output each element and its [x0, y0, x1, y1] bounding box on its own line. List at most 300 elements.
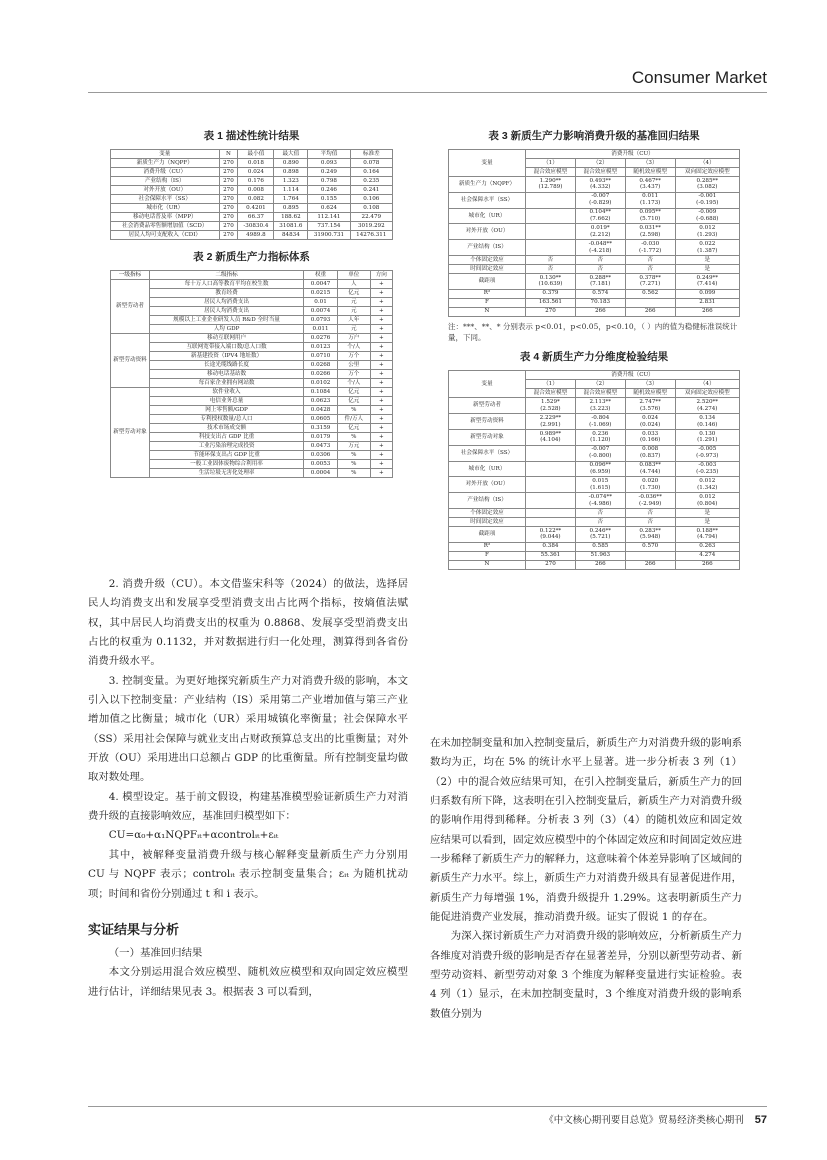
table-row: [449, 414, 740, 430]
table-cell: 0.188** (4.794): [675, 527, 739, 543]
table-cell: 270: [526, 307, 576, 316]
table-header-cell: 方向: [370, 271, 392, 280]
table-cell: 对外开放（OU）: [111, 186, 220, 195]
table-cell: 266: [675, 560, 739, 569]
table-cell: 公里: [337, 361, 370, 370]
table-cell: 否: [526, 265, 576, 274]
table-header-cell: 变量: [111, 150, 220, 159]
table-cell: 270: [219, 204, 238, 213]
table-cell: +: [370, 442, 392, 451]
table-cell: 0.083** (4.744): [625, 461, 675, 477]
row-label-cell: 产业结构（IS）: [449, 493, 526, 509]
table-cell: [526, 477, 576, 493]
empty-cell: [526, 240, 576, 256]
table-row: [111, 370, 393, 379]
row-label-cell: 个体固定效应: [449, 509, 526, 518]
table-row: [449, 256, 740, 265]
table-row: [111, 280, 393, 289]
table-cell: 0.104** (7.662): [575, 208, 625, 224]
paragraph: 2. 消费升级（CU）。本文借鉴宋科等（2024）的做法，选择居民人均消费支出和发展享受型消费支出占比两个指标，按熵值法赋权，其中居民人均消费支出的权重为 0.8868、发展享受型消费支出占比的权重为 0.1132，并对数据进行归一化处理，测算得到各省份消费升级水平。: [88, 578, 408, 668]
table-cell: 0.078: [350, 159, 392, 168]
table-cell: 0.0053: [304, 460, 338, 469]
table-cell: 0.130** (10.639): [526, 274, 576, 290]
table-cell: 163.561: [526, 298, 576, 307]
table-cell: -0.007 (-0.800): [575, 445, 625, 461]
table-cell: +: [370, 406, 392, 415]
page-footer: [0, 1112, 767, 1126]
table-cell: 0.012 (1.342): [675, 477, 739, 493]
table-header-cell: 随机效应模型: [625, 168, 675, 177]
table-cell: 居民人均消费支出: [150, 307, 304, 316]
table-cell: 0.898: [274, 168, 308, 177]
table-header-cell: （1）: [526, 159, 576, 168]
table-cell: 0.176: [238, 177, 274, 186]
group-label-cell: 新型劳动资料: [111, 334, 150, 388]
table-row: [449, 527, 740, 543]
table-cell: 0.890: [274, 159, 308, 168]
table-cell: 万个: [337, 370, 370, 379]
table-header-cell: 混合效应模型: [575, 389, 625, 398]
table1: [110, 149, 393, 240]
table-cell: 否: [575, 509, 625, 518]
table-row: [111, 325, 393, 334]
table-row: [449, 298, 740, 307]
table-row: [111, 442, 393, 451]
table-cell: 0.095** (5.710): [625, 208, 675, 224]
table-cell: +: [370, 370, 392, 379]
table-cell: 0.574: [575, 289, 625, 298]
table-cell: 人年: [337, 316, 370, 325]
table3: [448, 149, 740, 317]
table-cell: 51.963: [575, 551, 625, 560]
table-cell: 个/人: [337, 343, 370, 352]
table-cell: -0.009 (-0.688): [675, 208, 739, 224]
table-row: [449, 477, 740, 493]
table-row: [111, 334, 393, 343]
table-cell: 新基建投资（IPV4 地址数）: [150, 352, 304, 361]
table-header-cell: 标准差: [350, 150, 392, 159]
table-cell: +: [370, 334, 392, 343]
table-cell: 270: [219, 222, 238, 231]
paragraph: 3. 控制变量。为更好地探究新质生产力对消费升级的影响，本文引入以下控制变量：产业结构（IS）采用第二产业增加值与第三产业增加值之比衡量；城市化（UR）采用城镇化率衡量；社会保障水平（SS）采用社会保障与就业支出占财政预算总支出的比重衡量；对外开放（OU）采用进出口总额占 GDP 的比重衡量。所有控制变量均做取对数处理。: [88, 674, 408, 784]
journal-brand: Consumer Market: [631, 68, 767, 87]
table-cell: -0.804 (-1.069): [575, 414, 625, 430]
table-cell: 城市化（UR）: [111, 204, 220, 213]
table-cell: 1.114: [274, 186, 308, 195]
table-header-cell: 消费升级（CU）: [526, 371, 740, 380]
table-header-cell: 混合效应模型: [575, 168, 625, 177]
table-cell: 31081.6: [274, 222, 308, 231]
table-cell: +: [370, 361, 392, 370]
table-row: [111, 222, 393, 231]
table-row: [449, 518, 740, 527]
empty-cell: [526, 192, 576, 208]
table-cell: 0.0179: [304, 433, 338, 442]
row-label-cell: 对外开放（OU）: [449, 477, 526, 493]
table-cell: %: [337, 460, 370, 469]
table-row: [449, 177, 740, 193]
table-cell: +: [370, 379, 392, 388]
table-cell: +: [370, 280, 392, 289]
table-cell: %: [337, 433, 370, 442]
table-cell: 0.0074: [304, 307, 338, 316]
footer-rule: [88, 1106, 767, 1107]
table-row: [449, 445, 740, 461]
table-cell: 0.384: [526, 542, 576, 551]
table-cell: [526, 493, 576, 509]
table-cell: 0.1084: [304, 388, 338, 397]
table-cell: 84834: [274, 231, 308, 240]
table-header-cell: 随机效应模型: [625, 389, 675, 398]
table-cell: 0.249: [308, 168, 350, 177]
table-row: [449, 274, 740, 290]
row-label-cell: R²: [449, 542, 526, 551]
table-cell: -0.074** (-4.986): [575, 493, 625, 509]
table4-caption: 表 4 新质生产力分维度检验结果: [519, 351, 669, 364]
table-cell: 0.108: [350, 204, 392, 213]
table-cell: 270: [219, 195, 238, 204]
table-cell: 0.288** (7.181): [575, 274, 625, 290]
table-cell: 1.529* (2.528): [526, 398, 576, 414]
table-cell: 0.155: [308, 195, 350, 204]
table-cell: +: [370, 289, 392, 298]
table-cell: 居民人均消费支出: [150, 298, 304, 307]
paragraph: 4. 模型设定。基于前文假设，构建基准模型验证新质生产力对消费升级的直接影响效应，基准回归模型如下：: [88, 790, 408, 823]
table-cell: 0.106: [350, 195, 392, 204]
table-cell: 0.263: [675, 542, 739, 551]
header-rule: [88, 92, 767, 93]
table-row: [111, 195, 393, 204]
table-header-cell: 平均值: [308, 150, 350, 159]
table-cell: 0.033 (0.166): [625, 430, 675, 446]
left-text: [88, 575, 408, 1002]
table-cell: 0.01: [304, 298, 338, 307]
table-cell: 0.570: [625, 542, 675, 551]
table-header-cell: （4）: [675, 159, 739, 168]
table-header-cell: （2）: [575, 380, 625, 389]
table-cell: +: [370, 415, 392, 424]
table-cell: 元: [337, 298, 370, 307]
group-label-cell: 新型劳动者: [111, 280, 150, 334]
table-cell: 3019.292: [350, 222, 392, 231]
table-cell: 否: [625, 518, 675, 527]
table-cell: 0.122** (9.044): [526, 527, 576, 543]
table-cell: 技术市场成交额: [150, 424, 304, 433]
table-cell: 0.467** (3.437): [625, 177, 675, 193]
table-row: [111, 307, 393, 316]
table-cell: 0.493** (4.332): [575, 177, 625, 193]
subsection-heading: （一）基准回归结果: [108, 947, 203, 960]
table-row: [111, 159, 393, 168]
table-header-cell: 混合效应模型: [526, 168, 576, 177]
table-row: [449, 307, 740, 316]
table-cell: 112.141: [308, 213, 350, 222]
table-cell: 0.246: [308, 186, 350, 195]
table-cell: 移动电话基站数: [150, 370, 304, 379]
table-cell: +: [370, 388, 392, 397]
row-label-cell: 时间固定效应: [449, 265, 526, 274]
table-cell: 移动电话普及率（MPP）: [111, 213, 220, 222]
table-cell: 266: [625, 560, 675, 569]
table-cell: 网上零售额/GDP: [150, 406, 304, 415]
row-label-cell: F: [449, 298, 526, 307]
table-cell: 规模以上工业企业研发人员 R&D 全时当量: [150, 316, 304, 325]
table-cell: 是: [675, 265, 739, 274]
table-cell: 0.012 (0.804): [675, 493, 739, 509]
table-cell: 件/万人: [337, 415, 370, 424]
row-label-cell: 个体固定效应: [449, 256, 526, 265]
table-header-cell: （1）: [526, 380, 576, 389]
table-cell: 0.0276: [304, 334, 338, 343]
table-cell: 产业结构（IS）: [111, 177, 220, 186]
table-cell: 0.0428: [304, 406, 338, 415]
empty-cell: [526, 224, 576, 240]
table-cell: 270: [219, 186, 238, 195]
table-cell: [625, 298, 675, 307]
table-cell: +: [370, 469, 392, 478]
section-heading: 实证结果与分析: [88, 921, 180, 937]
table-cell: 0.249** (7.414): [675, 274, 739, 290]
page-number: 57: [754, 1114, 767, 1126]
table-cell: 0.0605: [304, 415, 338, 424]
table-row: [111, 361, 393, 370]
table-cell: 工业污染治理完成投资: [150, 442, 304, 451]
table-cell: 1.323: [274, 177, 308, 186]
table-cell: %: [337, 451, 370, 460]
table-cell: 0.015 (1.615): [575, 477, 625, 493]
table-cell: 每百家企业拥有网站数: [150, 379, 304, 388]
table-cell: 万个: [337, 352, 370, 361]
table-row: [111, 379, 393, 388]
table-cell: +: [370, 343, 392, 352]
table-row: [111, 424, 393, 433]
table-cell: 社会消费品零售额增加值（SCD）: [111, 222, 220, 231]
table-cell: +: [370, 352, 392, 361]
table-cell: 人均 GDP: [150, 325, 304, 334]
table-cell: 0.283** (5.948): [625, 527, 675, 543]
row-label-cell: 截距项: [449, 274, 526, 290]
table-cell: 0.285** (3.082): [675, 177, 739, 193]
table-cell: +: [370, 397, 392, 406]
row-label-cell: 新型劳动者: [449, 398, 526, 414]
table-row: [449, 240, 740, 256]
table-row: [111, 388, 393, 397]
table-row: [111, 316, 393, 325]
row-label-cell: 时间固定效应: [449, 518, 526, 527]
table-cell: +: [370, 325, 392, 334]
table-cell: 270: [219, 159, 238, 168]
table-cell: 是: [675, 256, 739, 265]
table-cell: 737.154: [308, 222, 350, 231]
table-row: [111, 168, 393, 177]
table-cell: 个/人: [337, 379, 370, 388]
table-cell: 长途光缆线路长度: [150, 361, 304, 370]
table-row: [449, 461, 740, 477]
table-cell: +: [370, 316, 392, 325]
table-cell: -0.036** (-2.949): [625, 493, 675, 509]
table-cell: 0.0473: [304, 442, 338, 451]
row-label-cell: 新质生产力（NQPF）: [449, 177, 526, 193]
table-cell: +: [370, 307, 392, 316]
table-row: [449, 430, 740, 446]
table-cell: 亿元: [337, 397, 370, 406]
table-cell: 2.831: [675, 298, 739, 307]
table-cell: 0.096** (6.959): [575, 461, 625, 477]
table-cell: 270: [219, 168, 238, 177]
table-cell: 亿元: [337, 424, 370, 433]
right-text: [430, 734, 742, 1024]
table-cell: 万户: [337, 334, 370, 343]
table-header-cell: 权重: [304, 271, 338, 280]
table-cell: 2.113** (3.223): [575, 398, 625, 414]
table-cell: 0.379: [526, 289, 576, 298]
table-cell: +: [370, 298, 392, 307]
table-row: [111, 415, 393, 424]
row-label-cell: F: [449, 551, 526, 560]
table-header-cell: 双向固定效应模型: [675, 389, 739, 398]
footer-journal: 《中文核心期刊要目总览》贸易经济类核心期刊: [544, 1115, 744, 1126]
table-header-cell: 单位: [337, 271, 370, 280]
row-label-cell: 新型劳动资料: [449, 414, 526, 430]
table-row: [449, 224, 740, 240]
table-cell: 70.183: [575, 298, 625, 307]
table-row: [449, 560, 740, 569]
table-cell: 4.274: [675, 551, 739, 560]
table-cell: 否: [625, 256, 675, 265]
table-cell: 0.0306: [304, 451, 338, 460]
table-row: [111, 298, 393, 307]
table-cell: %: [337, 469, 370, 478]
table-header-cell: 双向固定效应模型: [675, 168, 739, 177]
row-label-cell: 对外开放（OU）: [449, 224, 526, 240]
table-cell: 14276.311: [350, 231, 392, 240]
table-cell: -0.030 (-1.772): [625, 240, 675, 256]
table-cell: 是: [675, 509, 739, 518]
table-cell: -0.003 (-0.235): [675, 461, 739, 477]
table-cell: 社会保障水平（SS）: [111, 195, 220, 204]
table-cell: 0.082: [238, 195, 274, 204]
table-cell: 0.4201: [238, 204, 274, 213]
table-cell: 新质生产力（NQPF）: [111, 159, 220, 168]
table-cell: 0.3159: [304, 424, 338, 433]
table-cell: 人: [337, 280, 370, 289]
table-cell: 0.164: [350, 168, 392, 177]
table-cell: 0.378** (7.271): [625, 274, 675, 290]
table-cell: 元: [337, 325, 370, 334]
table-cell: 否: [575, 256, 625, 265]
table-cell: 0.562: [625, 289, 675, 298]
table-cell: 1.764: [274, 195, 308, 204]
table-row: [449, 192, 740, 208]
row-label-cell: 城市化（UR）: [449, 461, 526, 477]
table-cell: +: [370, 460, 392, 469]
table-cell: 0.130 (1.291): [675, 430, 739, 446]
table-row: [111, 213, 393, 222]
table-cell: 否: [575, 265, 625, 274]
table-cell: [625, 551, 675, 560]
table-header-cell: （3）: [625, 159, 675, 168]
table-cell: 4989.8: [238, 231, 274, 240]
table4: [448, 370, 740, 570]
table-cell: 266: [575, 560, 625, 569]
table-cell: 270: [219, 231, 238, 240]
table1-caption: 表 1 描述性统计结果: [203, 130, 300, 142]
table-cell: 55.361: [526, 551, 576, 560]
table-row: [111, 186, 393, 195]
row-label-cell: 截距项: [449, 527, 526, 543]
row-label-cell: R²: [449, 289, 526, 298]
table-header-cell: 一级指标: [111, 271, 150, 280]
row-label-cell: 新型劳动对象: [449, 430, 526, 446]
table-cell: 0.099: [675, 289, 739, 298]
table-row: [111, 231, 393, 240]
table-cell: -30830.4: [238, 222, 274, 231]
table2: [110, 270, 393, 478]
table-cell: 专利授权数量/总人口: [150, 415, 304, 424]
table-cell: 266: [625, 307, 675, 316]
table-cell: 0.019* (2.212): [575, 224, 625, 240]
table-cell: 否: [625, 265, 675, 274]
table-cell: 31900.731: [308, 231, 350, 240]
table-row: [111, 352, 393, 361]
table-cell: 188.62: [274, 213, 308, 222]
table-header-cell: 变量: [449, 371, 526, 398]
table-cell: 每十万人口高等教育平均在校生数: [150, 280, 304, 289]
table-row: [111, 177, 393, 186]
table-cell: 0.011 (1.173): [625, 192, 675, 208]
table-cell: 是: [675, 518, 739, 527]
table-cell: [526, 518, 576, 527]
paragraph: 在未加控制变量和加入控制变量后，新质生产力对消费升级的影响系数均为正，均在 5% 的统计水平上显著。进一步分析表 3 列（1）（2）中的混合效应结果可知，在引入控制变量后，新质生产力的回归系数有所下降，这表明在引入控制变量后，新质生产力对消费升级的影响作用得到稀释。分析表 3 列（3）（4）的随机效应和固定效应结果可以看到，固定效应模型中的个体固定效应和时间固定效应进一步稀释了新质生产力的解释力，这意味着个体差异影响了区域间的新质生产力水平。综上，新质生产力对消费升级具有显著促进作用，新质生产力每增强 1%，消费升级提升 1.29%。这表明新质生产力能促进消费产业发展，推动消费升级。证实了假说 1 的存在。: [430, 737, 742, 924]
table-row: [111, 460, 393, 469]
table-cell: 266: [675, 307, 739, 316]
table-header-cell: （4）: [675, 380, 739, 389]
table-cell: 266: [575, 307, 625, 316]
row-label-cell: 城市化（UR）: [449, 208, 526, 224]
table3-caption: 表 3 新质生产力影响消费升级的基准回归结果: [488, 130, 700, 142]
table-cell: 0.008 (0.837): [625, 445, 675, 461]
table-cell: 0.236 (1.120): [575, 430, 625, 446]
table-cell: 0.0268: [304, 361, 338, 370]
table-cell: 0.0710: [304, 352, 338, 361]
table-row: [111, 451, 393, 460]
table-cell: 270: [526, 560, 576, 569]
table-row: [111, 204, 393, 213]
row-label-cell: N: [449, 307, 526, 316]
table-cell: 软件业收入: [150, 388, 304, 397]
table-cell: 0.0623: [304, 397, 338, 406]
table-cell: 0.0793: [304, 316, 338, 325]
table-cell: 万元: [337, 442, 370, 451]
table-cell: 亿元: [337, 388, 370, 397]
table-row: [449, 398, 740, 414]
row-label-cell: 社会保障水平（SS）: [449, 192, 526, 208]
table-row: [449, 265, 740, 274]
table-cell: 0.235: [350, 177, 392, 186]
table-cell: 0.024: [238, 168, 274, 177]
paragraph: 其中，被解释变量消费升级与核心解释变量新质生产力分别用 CU 与 NQPF 表示；controlᵢₜ 表示控制变量集合；εᵢₜ 为随机扰动项；时间和省份分别通过 t 和 i 表示。: [88, 848, 408, 900]
table-row: [449, 551, 740, 560]
page-header: [0, 64, 827, 94]
table-cell: -0.001 (-0.195): [675, 192, 739, 208]
table-cell: +: [370, 433, 392, 442]
row-label-cell: N: [449, 560, 526, 569]
table-cell: 居民人均可支配收入（CDI）: [111, 231, 220, 240]
table-row: [111, 289, 393, 298]
empty-cell: [526, 208, 576, 224]
table-cell: 0.798: [308, 177, 350, 186]
row-label-cell: 社会保障水平（SS）: [449, 445, 526, 461]
